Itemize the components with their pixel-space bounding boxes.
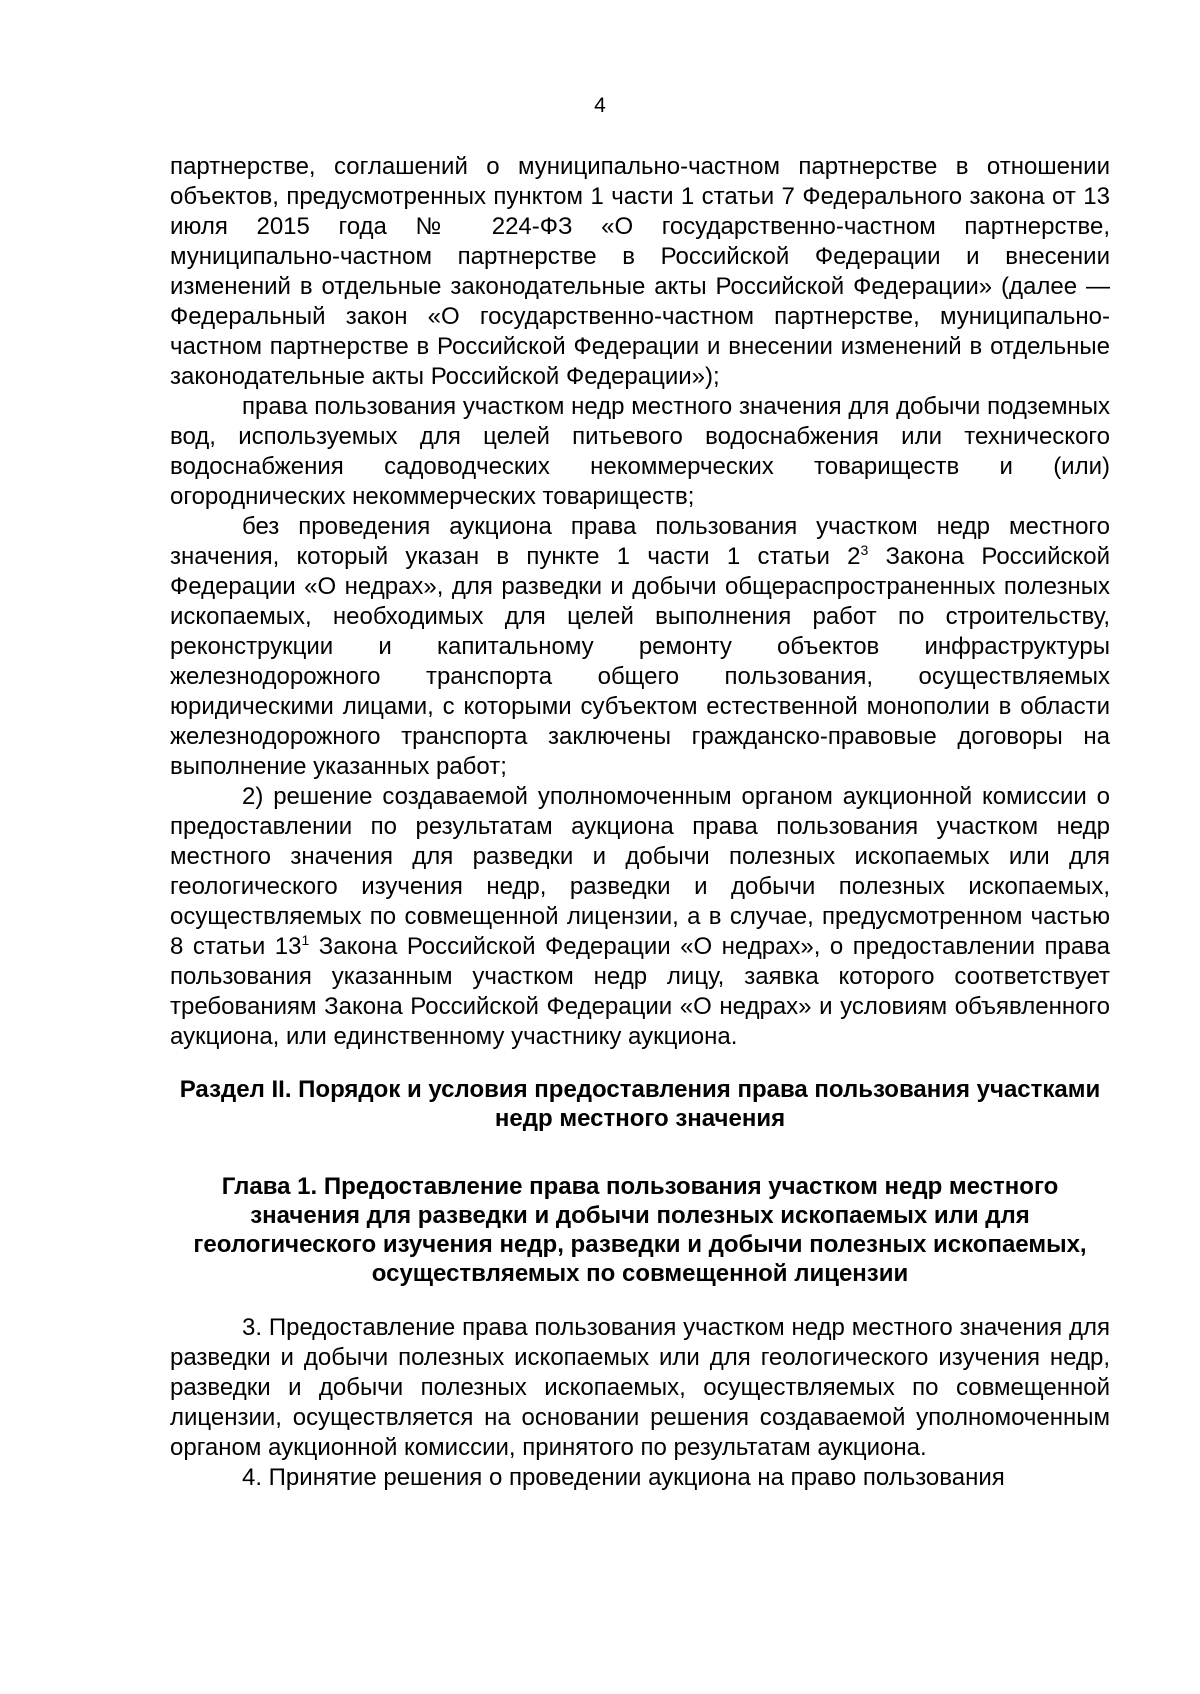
paragraph-continuation: партнерстве, соглашений о муниципально-частном партнерстве в отношении объектов, предусмотренных пунктом 1 части 1 статьи 7 Федерального закона от 13 июля 2015 года № 224-ФЗ «О государственно-частном партнерстве, муниципально-частном партнерстве в Российской Федерации и внесении изменений в отдельные законодательные акты Российской Федерации» (далее — Федеральный закон «О государственно-частном партнерстве, муниципально-частном партнерстве в Российской Федерации и внесении изменений в отдельные законодательные акты Российской Федерации»); — [170, 153, 1110, 390]
superscript: 1 — [301, 932, 310, 948]
section-heading: Раздел II. Порядок и условия предоставления права пользования участками недр местного значения — [179, 1076, 1101, 1132]
paragraph-text: без проведения аукциона права пользования участком недр местного значения, который указан в пункте 1 части 1 статьи 2 — [170, 513, 1110, 570]
text-block-bottom — [170, 1313, 1110, 1493]
paragraph-groundwater-right: права пользования участком недр местного значения для добычи подземных вод, используемых для целей питьевого водоснабжения или технического водоснабжения садоводческих некоммерческих товариществ и (или) огороднических некоммерческих товариществ; — [170, 393, 1110, 510]
paragraph-item-4: 4. Принятие решения о проведении аукциона на право пользования — [242, 1464, 1005, 1491]
text-block-top — [170, 152, 1110, 1052]
page-number: 4 — [594, 94, 606, 117]
superscript: 3 — [860, 542, 869, 558]
paragraph-item-3: 3. Предоставление права пользования участком недр местного значения для разведки и добычи полезных ископаемых или для геологического изучения недр, разведки и добычи полезных ископаемых, осуществляемых по совмещенной лицензии, осуществляется на основании решения создаваемой уполномоченным органом аукционной комиссии, принятого по результатам аукциона. — [170, 1314, 1110, 1461]
chapter-heading: Глава 1. Предоставление права пользования участком недр местного значения для разведки и добычи полезных ископаемых или для геологического изучения недр, разведки и добычи полезных ископаемых, осуществляемых по совмещенной лицензии — [193, 1173, 1087, 1287]
paragraph-without-auction — [170, 512, 1110, 782]
paragraph-text: Закона Российской Федерации «О недрах», о предоставлении права пользования указанным участком недр лицу, заявка которого соответствует требованиям Закона Российской Федерации «О недрах» и условиям объявленного аукциона, или единственному участнику аукциона. — [170, 933, 1110, 1050]
paragraph-text: 2) решение создаваемой уполномоченным органом аукционной комиссии о предоставлении по результатам аукциона права пользования участком недр местного значения для разведки и добычи полезных ископаемых или для геологического изучения недр, разведки и добычи полезных ископаемых, осуществляемых по совмещенной лицензии, а в случае, предусмотренном частью 8 статьи 13 — [170, 783, 1110, 960]
paragraph-item-2 — [170, 782, 1110, 1052]
paragraph-text: Закона Российской Федерации «О недрах», для разведки и добычи общераспространенных полезных ископаемых, необходимых для целей выполнения работ по строительству, реконструкции и капитальному ремонту объектов инфраструктуры железнодорожного транспорта общего пользования, осуществляемых юридическими лицами, с которыми субъектом естественной монополии в области железнодорожного транспорта заключены гражданско-правовые договоры на выполнение указанных работ; — [170, 543, 1111, 780]
